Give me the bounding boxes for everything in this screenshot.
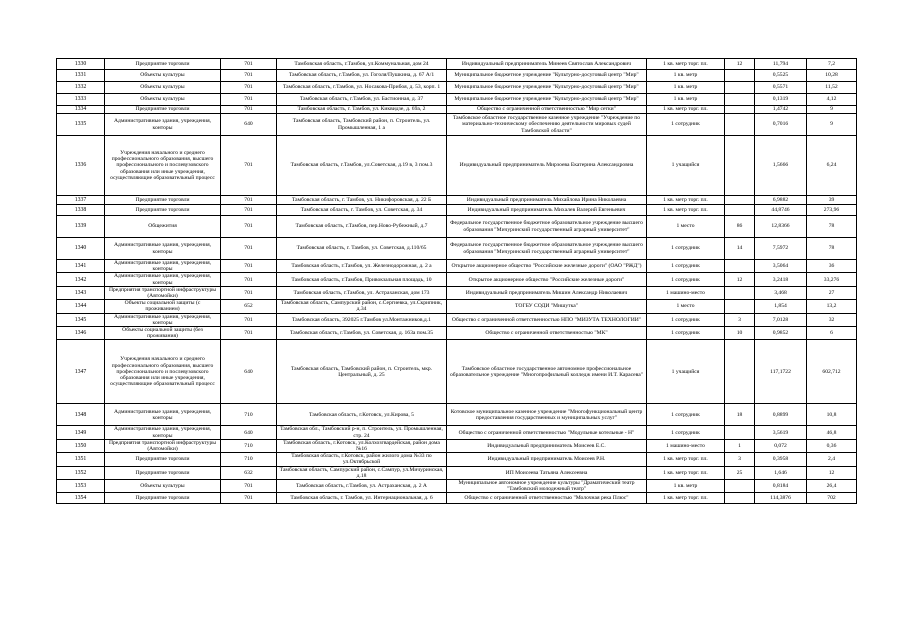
table-cell: 710 xyxy=(221,439,277,452)
table-cell xyxy=(725,70,755,82)
table-cell: Общество с ограниченной ответственностью "Модульные котельные - Н" xyxy=(447,426,647,439)
row-number-cell: 1353 xyxy=(57,480,105,493)
table-cell: 7,2 xyxy=(807,59,857,70)
table-cell: Тамбовская область, г.Тамбов, ул.Коммунальная, дом 24 xyxy=(277,59,447,70)
table-cell: 117,1722 xyxy=(755,340,807,404)
table-row xyxy=(57,238,857,260)
row-number-cell: 1333 xyxy=(57,94,105,106)
table-cell: 1,854 xyxy=(755,300,807,313)
table-cell: Объекты социальной защиты (с проживанием) xyxy=(105,300,221,313)
table-cell: 3,5619 xyxy=(755,426,807,439)
table-cell: 12,8366 xyxy=(755,216,807,238)
table-cell: 273,96 xyxy=(807,205,857,216)
table-cell: 10,8 xyxy=(807,404,857,426)
table-row xyxy=(57,327,857,340)
table-cell: 44,8746 xyxy=(755,205,807,216)
table-body xyxy=(57,59,857,504)
table-cell: 78 xyxy=(807,238,857,260)
table-cell xyxy=(725,82,755,94)
table-cell: 1 сотрудник xyxy=(647,313,725,326)
table-cell: 1 xyxy=(725,439,755,452)
table-cell xyxy=(725,426,755,439)
table-cell: Административные здания, учреждения, конторы xyxy=(105,114,221,136)
table-cell: 33,276 xyxy=(807,273,857,286)
table-row xyxy=(57,70,857,82)
table-cell: Тамбовская область, г.Тамбов, Привокзальная площадь, 10 xyxy=(277,273,447,286)
table-cell: Тамбовская область, г.Котовск, район жилого дома №33 по ул.Октябрьской xyxy=(277,453,447,466)
table-cell xyxy=(725,286,755,299)
table-cell: Тамбовская область, г. Тамбов, ул. Никифоровская, д. 22 Б xyxy=(277,196,447,205)
table-cell: 1 машино-место xyxy=(647,286,725,299)
table-cell: 11,794 xyxy=(755,59,807,70)
row-number-cell: 1339 xyxy=(57,216,105,238)
table-cell: 701 xyxy=(221,196,277,205)
table-cell: 1,646 xyxy=(755,466,807,479)
table-cell: ИП Моисеева Татьяна Алексеевна xyxy=(447,466,647,479)
table-row xyxy=(57,94,857,106)
table-cell: 26,4 xyxy=(807,480,857,493)
table-cell: Административные здания, учреждения, конторы xyxy=(105,426,221,439)
table-cell: 11,52 xyxy=(807,82,857,94)
table-cell: 1 кв. метр торг. пл. xyxy=(647,106,725,114)
table-cell: 1 кв. метр торг. пл. xyxy=(647,205,725,216)
table-cell: 0,8184 xyxy=(755,480,807,493)
table-cell: 1 кв. метр торг. пл. xyxy=(647,466,725,479)
table-cell: 710 xyxy=(221,453,277,466)
table-cell: 12 xyxy=(725,273,755,286)
table-cell: Общество с ограниченной ответственностью "Мир сетки" xyxy=(447,106,647,114)
table-cell: Муниципальное автономное учреждение культуры "Драматический театр "Тамбовский молодежный театр" xyxy=(447,480,647,493)
table-cell: Индивидуальный предприниматель Михалев Валерий Евгеньевич xyxy=(447,205,647,216)
table-row xyxy=(57,273,857,286)
table-cell: 1 кв. метр xyxy=(647,82,725,94)
table-cell: 114,3876 xyxy=(755,493,807,504)
table-row xyxy=(57,404,857,426)
table-cell: Тамбовская область, г.Тамбов, ул. Гоголя/Пушкина, д. 67 А/1 xyxy=(277,70,447,82)
table-cell: 46,8 xyxy=(807,426,857,439)
table-cell: 701 xyxy=(221,70,277,82)
table-cell: 1 учащийся xyxy=(647,340,725,404)
table-cell xyxy=(725,340,755,404)
table-row xyxy=(57,313,857,326)
table-cell: 4,12 xyxy=(807,94,857,106)
table-cell: 0,8899 xyxy=(755,404,807,426)
table-cell: 9 xyxy=(807,114,857,136)
table-cell xyxy=(725,493,755,504)
table-cell: Тамбовская область, г.Тамбов, ул. Железнодорожная, д. 2 а xyxy=(277,260,447,273)
table-cell: 701 xyxy=(221,493,277,504)
table-cell: 1 учащийся xyxy=(647,136,725,196)
table-cell: 1 кв. метр торг. пл. xyxy=(647,196,725,205)
table-cell: Общество с ограниченной ответственностью "Молочная река Плюс" xyxy=(447,493,647,504)
table-cell xyxy=(725,114,755,136)
table-cell: 7,5972 xyxy=(755,238,807,260)
table-cell: Муниципальное бюджетное учреждение "Культурно-досуговый центр "Мир" xyxy=(447,94,647,106)
table-row xyxy=(57,106,857,114)
table-cell: Открытое акционерное общество "Российские железные дороги" xyxy=(447,273,647,286)
table-cell: 12 xyxy=(807,466,857,479)
table-cell: 1 кв. метр xyxy=(647,480,725,493)
table-cell: Административные здания, учреждения, конторы xyxy=(105,273,221,286)
table-cell: 36 xyxy=(807,260,857,273)
table-cell: 3,468 xyxy=(755,286,807,299)
row-number-cell: 1341 xyxy=(57,260,105,273)
table-cell: ТОГБУ СОДИ "Мишутка" xyxy=(447,300,647,313)
table-cell: Общежития xyxy=(105,216,221,238)
row-number-cell: 1346 xyxy=(57,327,105,340)
table-cell: 13,2 xyxy=(807,300,857,313)
table-cell: Тамбовская область, г.Тамбов, ул.Советская, д.19 в, 3 пом.3 xyxy=(277,136,447,196)
document-table xyxy=(56,58,857,504)
table-cell: 701 xyxy=(221,313,277,326)
table-row xyxy=(57,114,857,136)
table-row xyxy=(57,340,857,404)
table-cell: Предприятие торговли xyxy=(105,59,221,70)
table-cell xyxy=(725,260,755,273)
table-cell: Тамбовская область, г.Котовск, ул.Колхозгвардейская, район дома №16 xyxy=(277,439,447,452)
table-cell: 86 xyxy=(725,216,755,238)
table-cell: Предприятие торговли xyxy=(105,205,221,216)
table-cell: 78 xyxy=(807,216,857,238)
table-cell: Открытое акционерное общество "Российские железные дороги" (ОАО "РЖД") xyxy=(447,260,647,273)
row-number-cell: 1335 xyxy=(57,114,105,136)
table-cell: Предприятие торговли xyxy=(105,466,221,479)
table-row xyxy=(57,426,857,439)
table-cell: 1 кв. метр торг. пл. xyxy=(647,453,725,466)
table-cell xyxy=(725,94,755,106)
table-cell: Индивидуальный предприниматель Моисеев Е.С. xyxy=(447,439,647,452)
table-cell: 701 xyxy=(221,216,277,238)
table-cell: 3 xyxy=(725,313,755,326)
row-number-cell: 1330 xyxy=(57,59,105,70)
table-cell: 1 место xyxy=(647,300,725,313)
table-cell: Тамбовская область, г. Тамбов, ул. Советская, д.110/65 xyxy=(277,238,447,260)
table-cell: 701 xyxy=(221,480,277,493)
row-number-cell: 1352 xyxy=(57,466,105,479)
table-cell: Объекты культуры xyxy=(105,70,221,82)
table-cell: 0,7016 xyxy=(755,114,807,136)
table-cell: Индивидуальный предприниматель Моисеев Р.Н. xyxy=(447,453,647,466)
table-row xyxy=(57,59,857,70)
table-cell: 640 xyxy=(221,114,277,136)
table-cell: 1 сотрудник xyxy=(647,260,725,273)
table-cell: Тамбовская область, Тамбовский район, п. Строитель, ул. Промышленная, 1 а xyxy=(277,114,447,136)
table-cell: 9 xyxy=(807,106,857,114)
table-cell: 1 сотрудник xyxy=(647,238,725,260)
table-cell: Тамбовская область, г.Тамбов, ул. Носакова-Прибоя, д. 53, корп. 1 xyxy=(277,82,447,94)
table-cell: 0,5571 xyxy=(755,82,807,94)
table-cell: 701 xyxy=(221,94,277,106)
table-row xyxy=(57,82,857,94)
row-number-cell: 1344 xyxy=(57,300,105,313)
table-cell: Учреждения начального и среднего профессионального образования, высшего профессионального и послевузовского образования или иные учреждения, осуществляющие образовательный процесс xyxy=(105,136,221,196)
row-number-cell: 1347 xyxy=(57,340,105,404)
row-number-cell: 1331 xyxy=(57,70,105,82)
table-row xyxy=(57,439,857,452)
table-cell: Тамбовская область, 392025 г.Тамбов ул.Монтажников,д.1 xyxy=(277,313,447,326)
table-cell xyxy=(725,480,755,493)
table-cell: 701 xyxy=(221,260,277,273)
table-row xyxy=(57,493,857,504)
table-cell: Тамбовская область, Сампурский район, с.Сампур, ул.Мичуринская, д.18 xyxy=(277,466,447,479)
table-cell: Предприятие торговли xyxy=(105,106,221,114)
row-number-cell: 1332 xyxy=(57,82,105,94)
table-cell: 701 xyxy=(221,205,277,216)
table-cell: Тамбовская область, г.Тамбов, пер.Ново-Рубежный, д.7 xyxy=(277,216,447,238)
table-cell: 632 xyxy=(221,466,277,479)
table-cell: Тамбовская область, Сампурский район, с.Сергиевка, ул.Скрипник, д.34 xyxy=(277,300,447,313)
table-cell: 1 машино-место xyxy=(647,439,725,452)
table-cell: Тамбовская область, г.Котовск, ул.Кирова, 5 xyxy=(277,404,447,426)
table-row xyxy=(57,453,857,466)
table-row xyxy=(57,480,857,493)
table-cell: 1,5666 xyxy=(755,136,807,196)
table-row xyxy=(57,216,857,238)
table-cell: 701 xyxy=(221,82,277,94)
table-row xyxy=(57,286,857,299)
table-cell: Предприятия транспортной инфраструктуры (Автомойки) xyxy=(105,439,221,452)
table-cell: Административные здания, учреждения, конторы xyxy=(105,313,221,326)
table-cell: Тамбовская область, Тамбовский район, п. Строитель, мкр. Центральный, д. 25 xyxy=(277,340,447,404)
table-cell: 3,2418 xyxy=(755,273,807,286)
table-cell: Объекты культуры xyxy=(105,480,221,493)
table-cell: 701 xyxy=(221,286,277,299)
table-cell: Общество с ограниченной ответственностью НПО "МИЗУТА ТЕХНОЛОГИИ" xyxy=(447,313,647,326)
table-cell: 701 xyxy=(221,238,277,260)
table-cell: Тамбовская обл., Тамбовский р-н, п. Строитель, ул. Промышленная, стр. 24 xyxy=(277,426,447,439)
table-cell: Объекты культуры xyxy=(105,94,221,106)
table-cell: Учреждения начального и среднего профессионального образования, высшего профессионального и послевузовского образования или иные учреждения, осуществляющие образовательный процесс xyxy=(105,340,221,404)
table-cell: 6,9882 xyxy=(755,196,807,205)
table-cell: Административные здания, учреждения, конторы xyxy=(105,404,221,426)
table-cell: 652 xyxy=(221,300,277,313)
row-number-cell: 1342 xyxy=(57,273,105,286)
table-cell: 710 xyxy=(221,404,277,426)
table-cell: Тамбовская область, г.Тамбов, ул. Астраханская, д. 2 А xyxy=(277,480,447,493)
table-cell: Административные здания, учреждения, конторы xyxy=(105,260,221,273)
table-cell: Предприятие торговли xyxy=(105,196,221,205)
table-cell: Федеральное государственное бюджетное образовательное учреждение высшего образования "Мичуринский государственный аграрный университет" xyxy=(447,238,647,260)
table-cell xyxy=(725,300,755,313)
row-number-cell: 1336 xyxy=(57,136,105,196)
row-number-cell: 1345 xyxy=(57,313,105,326)
table-cell: 702 xyxy=(807,493,857,504)
table-cell: 6 xyxy=(807,327,857,340)
table-cell: 25 xyxy=(725,466,755,479)
row-number-cell: 1337 xyxy=(57,196,105,205)
table-cell: 0,9852 xyxy=(755,327,807,340)
table-cell: Тамбовская область, г. Тамбов, ул. Советская, д. 34 xyxy=(277,205,447,216)
table-cell: 0,36 xyxy=(807,439,857,452)
table-cell: 701 xyxy=(221,106,277,114)
table-cell: Тамбовская область, г. Тамбов, ул. Интернациональная, д. 6 xyxy=(277,493,447,504)
table-cell: 1,4742 xyxy=(755,106,807,114)
row-number-cell: 1351 xyxy=(57,453,105,466)
table-cell: 39 xyxy=(807,196,857,205)
table-cell: 0,5525 xyxy=(755,70,807,82)
table-cell: Тамбовское областное государственное автономное профессиональное образовательное учреждение "Многопрофильный колледж имени И.Т. Карасева" xyxy=(447,340,647,404)
table-cell: 1 сотрудник xyxy=(647,426,725,439)
table-cell: 640 xyxy=(221,340,277,404)
table-cell: Индивидуальный предприниматель Мишин Александр Николаевич xyxy=(447,286,647,299)
table-cell: 1 кв. метр торг. пл. xyxy=(647,493,725,504)
table-cell: 640 xyxy=(221,426,277,439)
table-cell: 1 кв. метр xyxy=(647,70,725,82)
table-cell xyxy=(725,106,755,114)
table-cell xyxy=(725,196,755,205)
table-cell: Тамбовская область, г.Тамбов, ул. Советская, д. 163а пом.35 xyxy=(277,327,447,340)
table-cell: 701 xyxy=(221,273,277,286)
table-cell: 1 кв. метр xyxy=(647,94,725,106)
table-cell: Котовское муниципальное казенное учреждение "Многофункциональный центр предоставления государственных и муниципальных услуг" xyxy=(447,404,647,426)
table-cell: 3,5064 xyxy=(755,260,807,273)
row-number-cell: 1354 xyxy=(57,493,105,504)
table-cell: 1 сотрудник xyxy=(647,327,725,340)
row-number-cell: 1343 xyxy=(57,286,105,299)
table-row xyxy=(57,196,857,205)
table-cell xyxy=(725,136,755,196)
table-row xyxy=(57,205,857,216)
table-row xyxy=(57,466,857,479)
table-cell: Объекты социальной защиты (без проживания) xyxy=(105,327,221,340)
table-cell: 6,24 xyxy=(807,136,857,196)
table-cell: 1 сотрудник xyxy=(647,273,725,286)
table-cell: Общество с ограниченной ответственностью "МК" xyxy=(447,327,647,340)
table-cell: 7,0128 xyxy=(755,313,807,326)
table-cell: 701 xyxy=(221,327,277,340)
table-cell: 1 сотрудник xyxy=(647,404,725,426)
table-cell: Предприятие торговли xyxy=(105,493,221,504)
row-number-cell: 1349 xyxy=(57,426,105,439)
table-cell: Объекты культуры xyxy=(105,82,221,94)
table-row xyxy=(57,136,857,196)
row-number-cell: 1334 xyxy=(57,106,105,114)
table-cell: Индивидуальный предприниматель Михайлова Ирина Николаевна xyxy=(447,196,647,205)
table-cell: Предприятие торговли xyxy=(105,453,221,466)
table-cell: 1 кв. метр торг. пл. xyxy=(647,59,725,70)
table-row xyxy=(57,300,857,313)
table-cell: 27 xyxy=(807,286,857,299)
table-cell: 1 место xyxy=(647,216,725,238)
table-cell: 14 xyxy=(725,238,755,260)
table-cell: 2,4 xyxy=(807,453,857,466)
table-cell: 1 сотрудник xyxy=(647,114,725,136)
table-cell: 701 xyxy=(221,136,277,196)
table-cell: Индивидуальный предприниматель Минеев Святослав Александрович xyxy=(447,59,647,70)
table-cell: 0,3958 xyxy=(755,453,807,466)
table-cell: Тамбовская область, г.Тамбов, ул. Астраханская, дом 173 xyxy=(277,286,447,299)
table-cell: 12 xyxy=(725,59,755,70)
table-cell: Предприятия транспортной инфраструктуры (Автомойки) xyxy=(105,286,221,299)
table-cell: 32 xyxy=(807,313,857,326)
table-cell: Федеральное государственное бюджетное образовательное учреждение высшего образования "Мичуринский государственный аграрный университет" xyxy=(447,216,647,238)
table-cell: Муниципальное бюджетное учреждение "Культурно-досуговый центр "Мир" xyxy=(447,82,647,94)
table-cell: Тамбовская область, г. Тамбов, ул. Киквидзе, д. 69а, 2 xyxy=(277,106,447,114)
table-cell xyxy=(725,205,755,216)
table-cell: 701 xyxy=(221,59,277,70)
table-cell: Индивидуальный предприниматель Мирзоева Екатерина Александровна xyxy=(447,136,647,196)
row-number-cell: 1348 xyxy=(57,404,105,426)
table-cell: 10,28 xyxy=(807,70,857,82)
table-cell: 18 xyxy=(725,404,755,426)
table-cell: 602,712 xyxy=(807,340,857,404)
table-cell: Тамбовская область, г.Тамбов, ул. Бастионная, д. 37 xyxy=(277,94,447,106)
table-cell: 3 xyxy=(725,453,755,466)
table-cell: 10 xyxy=(725,327,755,340)
row-number-cell: 1338 xyxy=(57,205,105,216)
table-cell: Тамбовское областное государственное казенное учреждение "Учреждение по материально-техническому обеспечению деятельности мировых судей Тамбовской области" xyxy=(447,114,647,136)
row-number-cell: 1340 xyxy=(57,238,105,260)
table-row xyxy=(57,260,857,273)
table-cell: 0,072 xyxy=(755,439,807,452)
table-cell: Муниципальное бюджетное учреждение "Культурно-досуговый центр "Мир" xyxy=(447,70,647,82)
table-cell: 0,1319 xyxy=(755,94,807,106)
table-cell: Административные здания, учреждения, конторы xyxy=(105,238,221,260)
row-number-cell: 1350 xyxy=(57,439,105,452)
